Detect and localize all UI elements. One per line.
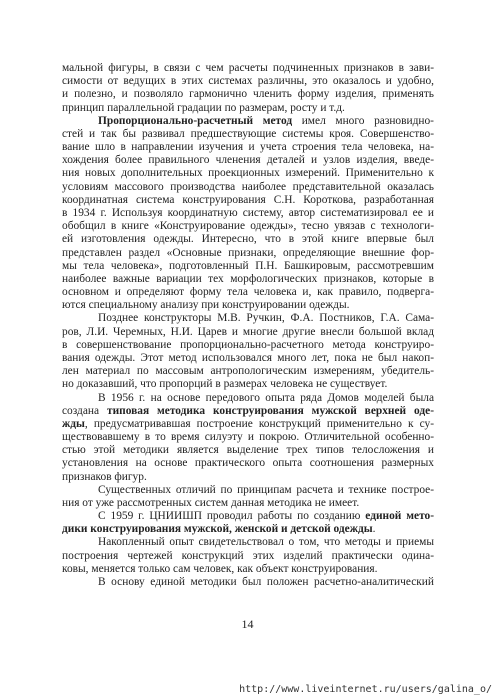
text-run: ров, Л.И. Черемных, Н.И. Царев и многие другие внесли большой вклад — [62, 325, 434, 338]
text-run: ществовавшему в то время силуэту и покрою. Отличительной особенно- — [62, 431, 434, 444]
text-line — [62, 233, 434, 246]
text-line — [62, 550, 434, 563]
text-line — [62, 220, 434, 233]
text-line — [98, 484, 434, 497]
bold-term: жды — [62, 417, 85, 430]
text-line — [98, 576, 434, 589]
text-run: Позднее конструкторы М.В. Ручкин, Ф.А. Постников, Г.А. Сама- — [98, 312, 434, 325]
text-line — [98, 115, 434, 128]
bold-term: дики конструирования мужской, женской и детской одежды — [62, 523, 373, 536]
text-line — [62, 62, 434, 75]
text-run: признаков фигур. — [62, 470, 147, 483]
text-line — [62, 154, 434, 167]
text-run: вания одежды. Этот метод использовался много лет, пока не был накоп- — [62, 351, 434, 364]
text-line — [62, 405, 434, 418]
text-run: принцип параллельной градации по размерам, росту и т.д. — [62, 101, 345, 114]
bold-term: Пропорционально-расчетный метод — [98, 114, 293, 127]
text-line — [62, 88, 434, 101]
text-line — [62, 563, 434, 576]
text-line — [98, 536, 434, 549]
text-run: в 1934 г. Используя координатную систему, автор систематизировал ее и — [62, 206, 434, 219]
text-line — [62, 523, 434, 536]
text-line — [62, 102, 434, 115]
text-line — [62, 418, 434, 431]
text-run: С 1959 г. ЦНИИШП проводил работы по созданию — [98, 510, 366, 523]
text-line — [62, 471, 434, 484]
text-run: представлен раздел «Основные признаки, определяющие внешние фор- — [62, 246, 434, 259]
text-run: лен материал по массовым антропологическим измерениям, убедитель- — [62, 365, 434, 378]
text-run: стей и так бы развивал предшествующие системы кроя. Совершенство- — [62, 127, 434, 140]
text-line — [62, 326, 434, 339]
text-run: ния от уже рассмотренных систем данная методика не имеет. — [62, 496, 360, 509]
text-line — [62, 365, 434, 378]
bold-term: типовая методика конструирования мужской верхней оде- — [106, 404, 434, 417]
text-line — [62, 444, 434, 457]
text-run: В основу единой методики был положен расчетно-аналитический — [98, 576, 434, 589]
text-line — [62, 247, 434, 260]
text-line — [98, 392, 434, 405]
text-run: создана — [62, 404, 107, 417]
text-run: симости от ведущих в этих системах различны, это оказалось и удобно, — [62, 75, 434, 88]
page-number: 14 — [241, 617, 254, 631]
text-run: Накопленный опыт свидетельствовал о том, что методы и приемы — [98, 536, 434, 549]
text-run: построения чертежей конструкций этих изделий практически одина- — [62, 549, 434, 562]
text-line — [62, 497, 434, 510]
text-line — [62, 167, 434, 180]
text-line — [62, 260, 434, 273]
text-run: . — [372, 523, 376, 536]
text-line — [62, 339, 434, 352]
text-line — [62, 75, 434, 88]
text-run: В 1956 г. на основе передового опыта ряда Домов моделей была — [98, 391, 434, 404]
text-line — [62, 457, 434, 470]
text-run: , предусматривавшая построение конструкций применительно к су- — [84, 417, 434, 430]
text-run: ния новых дополнительных проекционных измерений. Применительно к — [62, 167, 434, 180]
text-line — [98, 312, 434, 325]
text-run: и полезно, и позволяло гармонично членить форму изделия, применять — [62, 88, 434, 101]
text-line — [62, 207, 434, 220]
text-line — [62, 286, 434, 299]
watermark-url: http://www.liveinternet.ru/users/galina_o/ — [239, 684, 492, 695]
text-run: хождения более правильного членения деталей и узлов изделия, введе- — [62, 154, 434, 167]
text-run: в совершенствование пропорционально-расчетного метода конструиро- — [62, 338, 434, 351]
text-line — [62, 141, 434, 154]
text-run: вание шло в направлении изучения и учета строения тела человека, на- — [62, 141, 434, 154]
text-run: но доказавший, что пропорций в размерах человека не существует. — [62, 378, 388, 391]
text-run: Существенных отличий по принципам расчета и технике построе- — [98, 483, 434, 496]
text-line — [62, 431, 434, 444]
text-run: установления на основе практического опыта соотношения размерных — [62, 457, 434, 470]
text-run: обобщил в книге «Конструирование одежды», тесно увязав с технологи- — [62, 220, 434, 233]
text-run: основном и определяют форму тела человека и, как правило, подверга- — [62, 286, 434, 299]
text-line — [62, 181, 434, 194]
text-line — [62, 378, 434, 391]
text-line — [62, 352, 434, 365]
text-run: наиболее важные вариации тех морфологических признаков, которые в — [62, 272, 434, 285]
bold-term: единой мето- — [365, 510, 434, 523]
text-line — [62, 299, 434, 312]
text-run: ковы, меняется только сам человек, как объект конструирования. — [62, 562, 378, 575]
text-run: условиям массового производства наиболее представительной оказалась — [62, 180, 434, 193]
text-run: имел много разновидно- — [292, 114, 434, 127]
text-run: координатная система конструирования С.Н. Короткова, разработанная — [62, 193, 434, 206]
text-run: мальной фигуры, в связи с чем расчеты подчиненных признаков в зави- — [62, 62, 434, 74]
text-line — [62, 273, 434, 286]
text-run: ей изготовления одежды. Интересно, что в этой книге впервые был — [62, 233, 434, 246]
text-run: ются специальному анализу при конструировании одежды. — [62, 299, 350, 312]
text-run: стью этой методики является выделение трех типов телосложения и — [62, 444, 434, 457]
text-line — [62, 128, 434, 141]
text-run: мы тела человека», подготовленный П.Н. Башкировым, рассмотревшим — [62, 259, 434, 272]
text-line — [62, 194, 434, 207]
text-line — [98, 510, 434, 523]
